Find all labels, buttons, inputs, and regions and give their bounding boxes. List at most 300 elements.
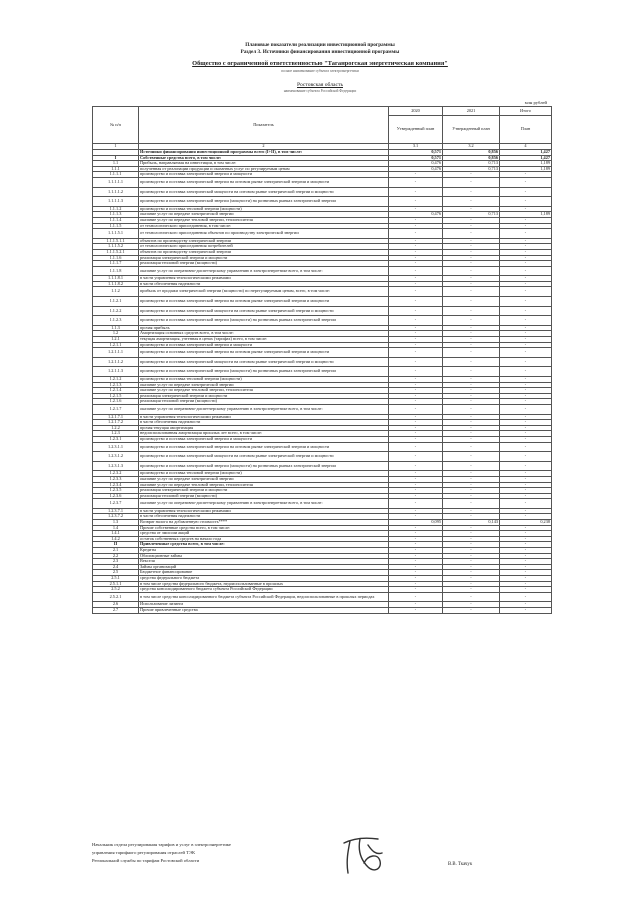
row-number: I: [93, 155, 139, 161]
row-value-total: -: [500, 348, 552, 358]
row-value-2020: -: [389, 261, 443, 267]
row-value-total: -: [500, 177, 552, 187]
row-value-total: -: [500, 404, 552, 414]
row-indicator: производство и поставка электрической мощности на оптовом рынке электрической энергии и мощности: [139, 187, 389, 197]
row-value-total: -: [500, 255, 552, 261]
row-value-2021: -: [443, 367, 500, 377]
row-indicator: в части обеспечения надежности: [139, 514, 389, 520]
row-number: 1.2.1: [93, 337, 139, 343]
row-value-2021: -: [443, 331, 500, 337]
row-number: 2.5.2.1: [93, 592, 139, 602]
row-value-2020: 0,476: [389, 161, 443, 167]
col-head-plan-approved-2020: Утвержденный план: [389, 116, 443, 144]
row-indicator: производство и поставка электрической энергии (мощности) на розничных рынках электрической энергии: [139, 461, 389, 471]
row-value-total: -: [500, 331, 552, 337]
col-index-5: 4: [500, 144, 552, 150]
financing-table: [92, 106, 552, 614]
row-value-2020: -: [389, 531, 443, 537]
table-row: [93, 287, 552, 297]
organization-name: Общество с ограниченной ответственностью "Таганрогская энергетическая компания": [192, 60, 448, 67]
table-body: [93, 150, 552, 614]
row-value-2020: -: [389, 367, 443, 377]
row-value-2021: -: [443, 607, 500, 613]
row-indicator: в части управления технологическими режимами: [139, 508, 389, 514]
row-indicator: средства от эмиссии акций: [139, 531, 389, 537]
row-indicator: производство и поставка электрической мощности на оптовом рынке электрической энергии и мощности: [139, 357, 389, 367]
row-value-2020: -: [389, 553, 443, 559]
row-value-total: -: [500, 436, 552, 442]
row-value-2021: -: [443, 499, 500, 509]
organization-note: полное наименование субъекта электроэнергетики: [281, 69, 359, 73]
table-row: [93, 177, 552, 187]
row-number: 1.2.3.6: [93, 493, 139, 499]
row-number: 2.2: [93, 553, 139, 559]
row-value-2020: -: [389, 281, 443, 287]
row-value-total: -: [500, 357, 552, 367]
table-row: [93, 452, 552, 462]
row-value-total: -: [500, 452, 552, 462]
row-value-total: -: [500, 559, 552, 565]
signer-name: В.В. Ткачук: [448, 862, 473, 867]
row-indicator: оказание услуг по оперативно-диспетчерскому управлению в электроэнергетике всего, в том числе:: [139, 404, 389, 414]
row-number: 1.1.1.5.2.1: [93, 249, 139, 255]
row-number: 1.1.2.3: [93, 316, 139, 326]
row-number: 1.1.1.1.2: [93, 187, 139, 197]
row-value-total: -: [500, 172, 552, 178]
row-value-2021: -: [443, 393, 500, 399]
row-value-2021: -: [443, 177, 500, 187]
row-value-2021: -: [443, 414, 500, 420]
table-row: [93, 348, 552, 358]
row-value-total: -: [500, 482, 552, 488]
row-indicator: прочая текущая амортизация: [139, 425, 389, 431]
row-number: 1.2.1.1: [93, 342, 139, 348]
row-value-total: -: [500, 592, 552, 602]
row-value-2021: -: [443, 244, 500, 250]
row-number: 1.4.2: [93, 536, 139, 542]
row-number: 1.1.1.5.1: [93, 229, 139, 239]
row-indicator: производство и поставка электрической энергии на оптовом рынке электрической энергии и мощности: [139, 442, 389, 452]
row-indicator: от технологического присоединения потребителей: [139, 244, 389, 250]
row-value-2020: -: [389, 177, 443, 187]
row-value-2021: -: [443, 223, 500, 229]
row-value-2021: -: [443, 348, 500, 358]
region-name: Ростовская область: [297, 82, 343, 88]
row-indicator: остаток собственных средств на начало года: [139, 536, 389, 542]
row-value-2021: -: [443, 287, 500, 297]
row-indicator: Прибыль, направляемая на инвестиции, в том числе:: [139, 161, 389, 167]
row-value-2021: -: [443, 493, 500, 499]
row-value-2020: -: [389, 306, 443, 316]
table-row: [93, 367, 552, 377]
row-value-2020: -: [389, 276, 443, 282]
row-indicator: производство и поставка электрической энергии и мощности: [139, 342, 389, 348]
row-number: 1.2.1.7: [93, 404, 139, 414]
row-value-2021: -: [443, 337, 500, 343]
row-indicator: прочая прибыль: [139, 325, 389, 331]
row-value-total: -: [500, 229, 552, 239]
row-number: 1.1.1.1: [93, 172, 139, 178]
row-number: 1.1.1.1.3: [93, 197, 139, 207]
row-number: 1.2.3.2: [93, 471, 139, 477]
row-number: 1.2.1.1.3: [93, 367, 139, 377]
row-indicator: производство и поставка тепловой энергии (мощности): [139, 377, 389, 383]
row-value-2020: -: [389, 602, 443, 608]
row-number: 1.1.1: [93, 166, 139, 172]
row-indicator: недоиспользованная амортизация прошлых лет всего, в том числе:: [139, 431, 389, 437]
row-value-2021: -: [443, 592, 500, 602]
row-number: 2.6: [93, 602, 139, 608]
row-value-2020: -: [389, 393, 443, 399]
row-indicator: средства консолидированного бюджета субъекта Российской Федерации: [139, 587, 389, 593]
row-value-total: -: [500, 206, 552, 212]
row-indicator: в части обеспечения надежности: [139, 420, 389, 426]
row-number: 1.1.1.5.2: [93, 244, 139, 250]
row-indicator: Прочие привлеченные средства: [139, 607, 389, 613]
row-indicator: от технологического присоединения, в том числе:: [139, 223, 389, 229]
row-indicator: в том числе средства федерального бюджета, недоиспользованные в прошлых: [139, 581, 389, 587]
row-value-2020: -: [389, 581, 443, 587]
row-value-2020: 0,476: [389, 212, 443, 218]
row-value-2020: -: [389, 238, 443, 244]
row-indicator: Использование лизинга: [139, 602, 389, 608]
row-value-total: -: [500, 388, 552, 394]
row-number: 1.2.3.3: [93, 476, 139, 482]
row-value-2020: -: [389, 404, 443, 414]
row-value-2020: -: [389, 436, 443, 442]
row-value-total: 1,427: [500, 155, 552, 161]
row-number: 1.2.1.2: [93, 377, 139, 383]
row-value-2020: -: [389, 548, 443, 554]
row-value-total: -: [500, 281, 552, 287]
row-number: 1.1.1.2: [93, 206, 139, 212]
row-indicator: производство и поставка электрической энергии и мощности: [139, 172, 389, 178]
row-number: 1.2.1.5: [93, 393, 139, 399]
row-indicator: производство и поставка электрической мощности на оптовом рынке электрической энергии и мощности: [139, 306, 389, 316]
row-number: 1.1.1.8.2: [93, 281, 139, 287]
row-value-2020: -: [389, 337, 443, 343]
row-value-total: -: [500, 382, 552, 388]
row-value-total: -: [500, 471, 552, 477]
row-value-2021: -: [443, 342, 500, 348]
row-number: 1.1.1.5.1.1: [93, 238, 139, 244]
row-value-2020: -: [389, 187, 443, 197]
table-row: [93, 306, 552, 316]
row-value-2021: -: [443, 559, 500, 565]
row-indicator: производство и поставка электрической энергии (мощности) на розничных рынках электрической энергии: [139, 316, 389, 326]
row-indicator: производство и поставка электрической мощности на оптовом рынке электрической энергии и мощности: [139, 452, 389, 462]
row-value-2021: -: [443, 442, 500, 452]
row-value-total: -: [500, 525, 552, 531]
row-indicator: реализация электрической энергии и мощности: [139, 393, 389, 399]
row-value-2020: -: [389, 331, 443, 337]
row-number: 2.7: [93, 607, 139, 613]
row-indicator: Займы организаций: [139, 564, 389, 570]
row-indicator: производство и поставка электрической энергии (мощности) на розничных рынках электрической энергии: [139, 367, 389, 377]
row-value-2021: -: [443, 197, 500, 207]
row-indicator: производство и поставка электрической энергии на оптовом рынке электрической энергии и мощности: [139, 348, 389, 358]
row-value-total: -: [500, 499, 552, 509]
row-value-total: -: [500, 570, 552, 576]
row-indicator: от технологического присоединения объектов по производству электрической энергии: [139, 229, 389, 239]
row-value-2020: -: [389, 206, 443, 212]
row-indicator: реализация тепловой энергии (мощности): [139, 493, 389, 499]
row-value-2021: -: [443, 377, 500, 383]
row-value-total: -: [500, 553, 552, 559]
row-value-2020: -: [389, 499, 443, 509]
row-number: 1.2.1.7.2: [93, 420, 139, 426]
row-number: 1.2.3.5: [93, 488, 139, 494]
row-value-total: -: [500, 442, 552, 452]
row-value-total: -: [500, 197, 552, 207]
row-value-total: -: [500, 420, 552, 426]
row-number: 1.1.1.4: [93, 217, 139, 223]
row-value-2021: -: [443, 548, 500, 554]
row-value-2020: -: [389, 414, 443, 420]
table-row: [93, 607, 552, 613]
row-value-2020: -: [389, 576, 443, 582]
row-value-2021: -: [443, 382, 500, 388]
row-value-2021: -: [443, 249, 500, 255]
row-value-2020: -: [389, 348, 443, 358]
row-value-2020: -: [389, 431, 443, 437]
row-value-total: -: [500, 393, 552, 399]
row-number: 2.5.1: [93, 576, 139, 582]
row-value-2021: -: [443, 266, 500, 276]
row-value-total: -: [500, 493, 552, 499]
row-indicator: оказание услуг по передаче электрической энергии: [139, 476, 389, 482]
row-value-2020: -: [389, 255, 443, 261]
row-value-2020: -: [389, 607, 443, 613]
row-indicator: в части обеспечения надежности: [139, 281, 389, 287]
row-indicator: в части управления технологическими режимами: [139, 276, 389, 282]
row-number: 1.1.1.8: [93, 266, 139, 276]
row-number: 1.2.1.6: [93, 399, 139, 405]
row-value-2021: -: [443, 420, 500, 426]
row-value-total: -: [500, 602, 552, 608]
row-value-total: -: [500, 287, 552, 297]
row-value-2020: -: [389, 244, 443, 250]
units-label: млн рублей: [524, 100, 547, 105]
row-number: 1.2.3: [93, 431, 139, 437]
row-value-2020: -: [389, 382, 443, 388]
row-value-2021: -: [443, 276, 500, 282]
row-indicator: оказание услуг по передаче электрической энергии: [139, 382, 389, 388]
row-number: 2.5.2: [93, 587, 139, 593]
row-value-2021: -: [443, 542, 500, 548]
row-value-2021: -: [443, 471, 500, 477]
row-number: 1.1.1.5: [93, 223, 139, 229]
row-value-2020: 0,095: [389, 520, 443, 526]
row-value-total: -: [500, 564, 552, 570]
table-row: [93, 357, 552, 367]
row-value-total: -: [500, 261, 552, 267]
row-value-2020: -: [389, 229, 443, 239]
row-number: 1.2.1.1.2: [93, 357, 139, 367]
row-value-2021: -: [443, 570, 500, 576]
row-value-2021: -: [443, 297, 500, 307]
row-value-total: -: [500, 316, 552, 326]
row-number: 1.2.2: [93, 425, 139, 431]
row-value-2020: 0,571: [389, 150, 443, 156]
row-value-2020: -: [389, 542, 443, 548]
row-value-2021: -: [443, 531, 500, 537]
row-indicator: в части управления технологическими режимами: [139, 414, 389, 420]
row-value-2020: -: [389, 476, 443, 482]
row-indicator: средства федерального бюджета: [139, 576, 389, 582]
row-value-total: -: [500, 536, 552, 542]
row-value-2020: -: [389, 536, 443, 542]
row-value-2020: -: [389, 488, 443, 494]
col-head-2021: 2021: [443, 107, 500, 116]
row-value-total: 1,427: [500, 150, 552, 156]
row-number: 1.2.3.1.2: [93, 452, 139, 462]
row-indicator: производство и поставка тепловой энергии (мощности): [139, 206, 389, 212]
row-indicator: производство и поставка электрической энергии на оптовом рынке электрической энергии и мощности: [139, 297, 389, 307]
signature-icon: [338, 833, 388, 879]
row-value-2021: -: [443, 553, 500, 559]
row-indicator: Прочие собственные средства всего, в том числе:: [139, 525, 389, 531]
row-value-2020: -: [389, 249, 443, 255]
row-number: 2.5.1.1: [93, 581, 139, 587]
row-value-2021: -: [443, 587, 500, 593]
row-value-2020: -: [389, 442, 443, 452]
row-number: 1.2.3.7.2: [93, 514, 139, 520]
row-value-total: -: [500, 607, 552, 613]
col-index-4: 3.2: [443, 144, 500, 150]
table-row: [93, 197, 552, 207]
document-title: Плановые показатели реализации инвестиционной программы: [245, 42, 395, 48]
row-number: 1.2.3.7.1: [93, 508, 139, 514]
table-row: [93, 297, 552, 307]
row-value-total: -: [500, 514, 552, 520]
row-number: 2.3: [93, 559, 139, 565]
row-value-2021: -: [443, 476, 500, 482]
row-number: 2.4: [93, 564, 139, 570]
row-value-total: -: [500, 431, 552, 437]
col-head-plan: План: [500, 116, 552, 144]
footer-position-line3: Региональной службы по тарифам Ростовской области: [92, 858, 200, 863]
row-value-total: -: [500, 508, 552, 514]
row-number: 1.2.3.1: [93, 436, 139, 442]
row-value-total: -: [500, 342, 552, 348]
row-indicator: Амортизация основных средств всего, в том числе:: [139, 331, 389, 337]
col-head-plan-approved-2021: Утвержденный план: [443, 116, 500, 144]
row-value-2021: -: [443, 514, 500, 520]
table-row: [93, 499, 552, 509]
row-number: 1.1: [93, 161, 139, 167]
table-row: [93, 266, 552, 276]
row-value-total: 1,189: [500, 166, 552, 172]
table-row: [93, 404, 552, 414]
row-value-2021: -: [443, 255, 500, 261]
table-row: [93, 229, 552, 239]
row-value-2021: -: [443, 306, 500, 316]
row-value-total: -: [500, 548, 552, 554]
row-value-total: -: [500, 367, 552, 377]
row-indicator: реализация тепловой энергии (мощности): [139, 399, 389, 405]
row-value-total: -: [500, 488, 552, 494]
row-value-total: -: [500, 425, 552, 431]
row-value-2021: 0,713: [443, 166, 500, 172]
col-index-1: 1: [93, 144, 139, 150]
row-number: 1.2.3.7: [93, 499, 139, 509]
row-value-2021: -: [443, 461, 500, 471]
row-indicator: Привлеченные средства всего, в том числе:: [139, 542, 389, 548]
row-value-2020: -: [389, 452, 443, 462]
row-indicator: в том числе средства консолидированного бюджета субъекта Российской Федерации, недоиспользованные в прошлых периодах: [139, 592, 389, 602]
row-number: 1.3: [93, 520, 139, 526]
table-row: [93, 187, 552, 197]
row-value-2021: 0,856: [443, 155, 500, 161]
row-value-2021: -: [443, 581, 500, 587]
row-value-total: -: [500, 531, 552, 537]
row-value-2021: -: [443, 488, 500, 494]
col-head-total: Итого: [500, 107, 552, 116]
row-value-2021: -: [443, 425, 500, 431]
row-indicator: прибыль от продажи электрической энергии (мощности) по нерегулируемым ценам, всего, в том числе:: [139, 287, 389, 297]
row-value-2020: -: [389, 471, 443, 477]
footer-position-line2: управления тарифного регулирования отраслей ТЭК: [92, 850, 196, 855]
row-value-total: -: [500, 223, 552, 229]
row-value-2021: -: [443, 261, 500, 267]
row-value-2020: -: [389, 266, 443, 276]
row-number: 1.1.1.7: [93, 261, 139, 267]
row-indicator: оказание услуг по передаче тепловой энергии, теплоносителя: [139, 482, 389, 488]
row-value-total: -: [500, 377, 552, 383]
row-number: II: [93, 542, 139, 548]
row-value-2020: -: [389, 493, 443, 499]
row-value-total: -: [500, 581, 552, 587]
row-number: 1.2.3.1.1: [93, 442, 139, 452]
row-value-2021: -: [443, 187, 500, 197]
row-number: 1.1.1.8.1: [93, 276, 139, 282]
row-value-2020: -: [389, 399, 443, 405]
row-value-2020: -: [389, 559, 443, 565]
col-head-num: № п/п: [93, 107, 139, 144]
row-value-2021: -: [443, 399, 500, 405]
row-value-2020: -: [389, 325, 443, 331]
row-value-total: -: [500, 337, 552, 343]
row-value-2021: -: [443, 564, 500, 570]
row-indicator: полученная от реализации продукции и оказанных услуг по регулируемым ценам: [139, 166, 389, 172]
row-number: 1.4: [93, 525, 139, 531]
row-indicator: Бюджетное финансирование: [139, 570, 389, 576]
row-indicator: Возврат налога на добавленную стоимость****: [139, 520, 389, 526]
row-value-2020: -: [389, 587, 443, 593]
row-value-total: -: [500, 461, 552, 471]
row-number: 1.2.3.4: [93, 482, 139, 488]
row-value-total: -: [500, 266, 552, 276]
footer-position-line1: Начальник отдела регулирования тарифов и услуг в электроэнергетике: [92, 842, 231, 847]
row-value-2021: 0,143: [443, 520, 500, 526]
row-value-2021: 0,713: [443, 161, 500, 167]
col-head-2020: 2020: [389, 107, 443, 116]
row-value-total: 1,189: [500, 161, 552, 167]
row-indicator: реализация тепловой энергии (мощности): [139, 261, 389, 267]
row-number: 1.4.1: [93, 531, 139, 537]
row-value-2020: -: [389, 564, 443, 570]
row-value-2020: -: [389, 461, 443, 471]
row-value-2021: -: [443, 602, 500, 608]
row-value-total: -: [500, 306, 552, 316]
row-indicator: оказание услуг по передаче тепловой энергии, теплоносителя: [139, 217, 389, 223]
row-value-2021: -: [443, 576, 500, 582]
row-value-2020: -: [389, 297, 443, 307]
row-value-2020: -: [389, 377, 443, 383]
row-indicator: реализация электрической энергии и мощности: [139, 255, 389, 261]
row-indicator: текущая амортизация, учтенная в ценах (тарифах) всего, в том числе:: [139, 337, 389, 343]
